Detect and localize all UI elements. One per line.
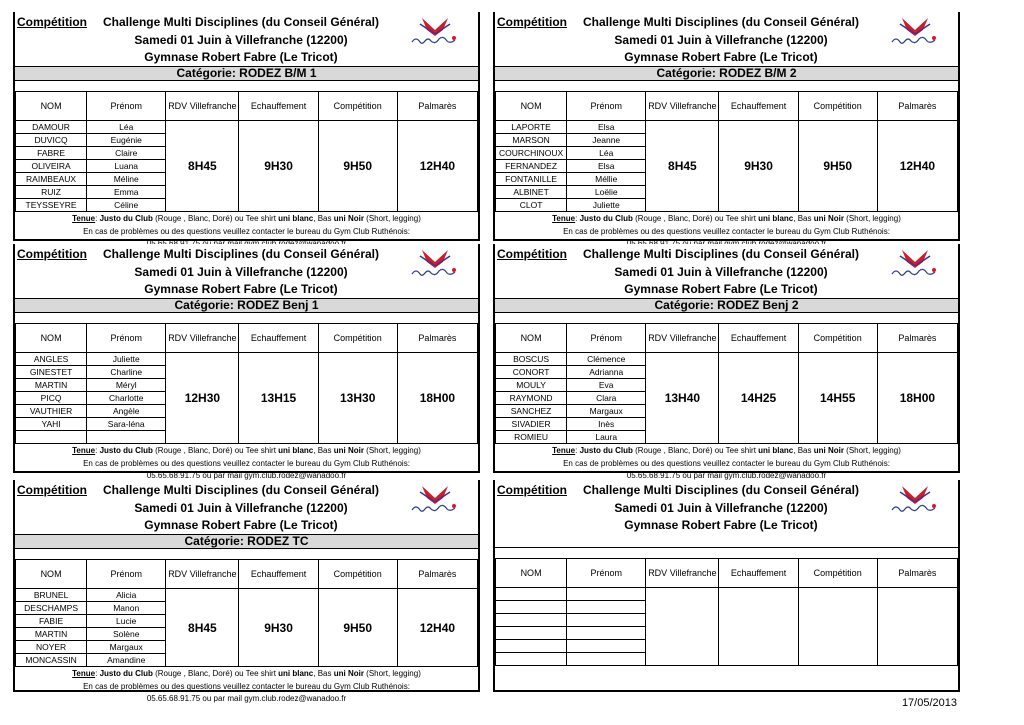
event-title: Challenge Multi Disciplines (du Conseil Général): [582, 483, 860, 497]
dress-text: , Bas: [313, 669, 334, 678]
schedule-table: [15, 91, 478, 212]
club-outfit: Justo du Club: [99, 446, 153, 455]
contact-text: En cas de problèmes ou des questions veuillez contacter le bureau du Gym Club Ruthénois:: [563, 458, 890, 468]
athlete-last-name: VAUTHIER: [16, 405, 87, 418]
warmup-time: 9H30: [719, 121, 798, 212]
dress-text: (Short, legging): [363, 669, 421, 678]
athlete-last-name: YAHI: [16, 418, 87, 431]
gym-club-logo: [890, 248, 940, 280]
competition-time: 14H55: [798, 353, 877, 444]
column-header: NOM: [496, 92, 567, 121]
athlete-last-name: MARTIN: [16, 379, 87, 392]
column-header: Palmarès: [877, 92, 957, 121]
tenue-label: Tenue: [72, 669, 96, 678]
awards-time: 12H40: [397, 121, 477, 212]
athlete-last-name: MARSON: [496, 134, 567, 147]
tenue-sep: :: [95, 669, 100, 678]
card-header: [495, 480, 958, 534]
dress-black: uni Noir: [333, 446, 364, 455]
event-title: Challenge Multi Disciplines (du Conseil Général): [582, 247, 860, 261]
table-header-row: [16, 324, 478, 353]
empty-cell: [567, 640, 646, 653]
tenue-sep: :: [95, 214, 100, 223]
category-label: Catégorie: RODEZ Benj 1: [15, 298, 478, 313]
column-header: Echauffement: [719, 92, 798, 121]
dress-white: uni blanc: [758, 446, 794, 455]
schedule-card: [13, 480, 480, 703]
card-footer: [15, 444, 478, 483]
schedule-card: [493, 244, 960, 480]
contact-text: En cas de problèmes ou des questions veuillez contacter le bureau du Gym Club Ruthénois:: [83, 458, 410, 468]
column-header: RDV Villefranche: [166, 92, 239, 121]
column-header: Compétition: [798, 559, 877, 588]
athlete-last-name: CONORT: [496, 366, 567, 379]
contact-details: 05.65.68.91.75 ou par mail gym.club.rodez@wanadoo.fr: [626, 471, 827, 480]
category-label: Catégorie: RODEZ TC: [15, 534, 478, 549]
column-header: NOM: [496, 324, 567, 353]
event-title: Challenge Multi Disciplines (du Conseil Général): [582, 15, 860, 29]
table-header-row: [496, 559, 958, 588]
event-title: Challenge Multi Disciplines (du Conseil Général): [102, 15, 380, 29]
category-label: Catégorie: RODEZ Benj 2: [495, 298, 958, 313]
event-venue: Gymnase Robert Fabre (Le Tricot): [624, 518, 818, 532]
event-venue: Gymnase Robert Fabre (Le Tricot): [144, 518, 338, 532]
tenue-label: Tenue: [72, 446, 96, 455]
empty-cell: [567, 601, 646, 614]
event-date-location: Samedi 01 Juin à Villefranche (12200): [614, 501, 828, 515]
empty-cell: [646, 588, 719, 666]
table-header-row: [496, 92, 958, 121]
dress-text: (Short, legging): [843, 446, 901, 455]
table-row: [496, 588, 958, 601]
empty-cell: [567, 614, 646, 627]
athlete-first-name: Luana: [87, 160, 166, 173]
contact-text: En cas de problèmes ou des questions veuillez contacter le bureau du Gym Club Ruthénois:: [83, 226, 410, 236]
column-header: Echauffement: [239, 324, 318, 353]
empty-cell: [567, 627, 646, 640]
athlete-last-name: MOULY: [496, 379, 567, 392]
empty-cell: [877, 588, 957, 666]
empty-cell: [567, 653, 646, 666]
dress-text: (Short, legging): [363, 446, 421, 455]
card-footer: [495, 444, 958, 483]
column-header: RDV Villefranche: [646, 92, 719, 121]
dress-white: uni blanc: [278, 446, 314, 455]
card-header: [495, 244, 958, 298]
event-venue: Gymnase Robert Fabre (Le Tricot): [624, 282, 818, 296]
athlete-last-name: DUVICQ: [16, 134, 87, 147]
table-row: [16, 121, 478, 134]
athlete-last-name: LAPORTE: [496, 121, 567, 134]
empty-cell: [496, 588, 567, 601]
competition-label: Compétition: [497, 15, 567, 29]
athlete-first-name: Alicia: [87, 589, 166, 602]
event-date-location: Samedi 01 Juin à Villefranche (12200): [614, 265, 828, 279]
card-header: [15, 12, 478, 66]
event-date-location: Samedi 01 Juin à Villefranche (12200): [614, 33, 828, 47]
dress-black: uni Noir: [333, 214, 364, 223]
competition-time: 13H30: [318, 353, 397, 444]
club-outfit: Justo du Club: [99, 214, 153, 223]
category-label-empty: [495, 534, 958, 548]
event-title: Challenge Multi Disciplines (du Conseil Général): [102, 247, 380, 261]
gym-club-logo: [890, 16, 940, 48]
athlete-last-name: DAMOUR: [16, 121, 87, 134]
competition-time: 9H50: [798, 121, 877, 212]
awards-time: 12H40: [877, 121, 957, 212]
athlete-last-name: ROMIEU: [496, 431, 567, 444]
athlete-first-name: Claire: [87, 147, 166, 160]
athlete-last-name: SANCHEZ: [496, 405, 567, 418]
dress-text: (Rouge , Blanc, Doré) ou Tee shirt: [152, 446, 279, 455]
athlete-last-name: RAYMOND: [496, 392, 567, 405]
athlete-last-name: BRUNEL: [16, 589, 87, 602]
athlete-first-name: Inès: [567, 418, 646, 431]
column-header: Palmarès: [397, 92, 477, 121]
schedule-table: [495, 558, 958, 666]
athlete-first-name: Charline: [87, 366, 166, 379]
dress-text: (Rouge , Blanc, Doré) ou Tee shirt: [152, 214, 279, 223]
schedule-card: [13, 244, 480, 480]
table-header-row: [16, 92, 478, 121]
tenue-label: Tenue: [552, 446, 576, 455]
dress-black: uni Noir: [813, 214, 844, 223]
empty-cell: [496, 614, 567, 627]
event-venue: Gymnase Robert Fabre (Le Tricot): [144, 50, 338, 64]
athlete-last-name: GINESTET: [16, 366, 87, 379]
rdv-time: 8H45: [166, 589, 239, 667]
gym-club-logo: [890, 484, 940, 516]
table-row: [496, 121, 958, 134]
athlete-last-name: [16, 431, 87, 444]
gym-club-logo: [410, 248, 460, 280]
athlete-first-name: Léa: [567, 147, 646, 160]
category-label: Catégorie: RODEZ B/M 1: [15, 66, 478, 81]
awards-time: 18H00: [397, 353, 477, 444]
card-header: [495, 12, 958, 66]
schedule-table: [495, 91, 958, 212]
warmup-time: 9H30: [239, 121, 318, 212]
column-header: RDV Villefranche: [166, 560, 239, 589]
tenue-sep: :: [95, 446, 100, 455]
schedule-table: [495, 323, 958, 444]
card-header: [15, 480, 478, 534]
athlete-first-name: Loëlie: [567, 186, 646, 199]
athlete-first-name: Juliette: [87, 353, 166, 366]
table-header-row: [496, 324, 958, 353]
competition-label: Compétition: [497, 247, 567, 261]
column-header: NOM: [16, 92, 87, 121]
athlete-last-name: COURCHINOUX: [496, 147, 567, 160]
athlete-last-name: ANGLES: [16, 353, 87, 366]
warmup-time: 14H25: [719, 353, 798, 444]
dress-black: uni Noir: [813, 446, 844, 455]
contact-text: En cas de problèmes ou des questions veuillez contacter le bureau du Gym Club Ruthénois:: [83, 681, 410, 691]
contact-text: En cas de problèmes ou des questions veuillez contacter le bureau du Gym Club Ruthénois:: [563, 226, 890, 236]
column-header: Compétition: [318, 560, 397, 589]
athlete-first-name: Eugénie: [87, 134, 166, 147]
category-label: Catégorie: RODEZ B/M 2: [495, 66, 958, 81]
column-header: RDV Villefranche: [166, 324, 239, 353]
athlete-last-name: ALBINET: [496, 186, 567, 199]
empty-cell: [567, 588, 646, 601]
warmup-time: 9H30: [239, 589, 318, 667]
athlete-first-name: Méryl: [87, 379, 166, 392]
schedule-card: [493, 12, 960, 241]
column-header: NOM: [16, 324, 87, 353]
athlete-last-name: CLOT: [496, 199, 567, 212]
column-header: Prénom: [567, 559, 646, 588]
athlete-last-name: SIVADIER: [496, 418, 567, 431]
dress-text: (Short, legging): [363, 214, 421, 223]
competition-label: Compétition: [17, 15, 87, 29]
empty-cell: [798, 588, 877, 666]
contact-details: 05.65.68.91.75 ou par mail gym.club.rodez@wanadoo.fr: [146, 694, 347, 703]
column-header: Compétition: [318, 92, 397, 121]
column-header: Palmarès: [877, 559, 957, 588]
competition-time: 9H50: [318, 121, 397, 212]
dress-text: (Short, legging): [843, 214, 901, 223]
card-header: [15, 244, 478, 298]
athlete-last-name: FABRE: [16, 147, 87, 160]
tenue-label: Tenue: [72, 214, 96, 223]
column-header: Prénom: [87, 92, 166, 121]
empty-cell: [496, 640, 567, 653]
column-header: NOM: [496, 559, 567, 588]
column-header: Echauffement: [239, 92, 318, 121]
awards-time: 18H00: [877, 353, 957, 444]
column-header: Palmarès: [397, 560, 477, 589]
athlete-last-name: MONCASSIN: [16, 654, 87, 667]
gym-club-logo: [410, 484, 460, 516]
column-header: RDV Villefranche: [646, 559, 719, 588]
athlete-first-name: Laura: [567, 431, 646, 444]
athlete-last-name: FONTANILLE: [496, 173, 567, 186]
athlete-first-name: Méllie: [567, 173, 646, 186]
column-header: Echauffement: [719, 559, 798, 588]
column-header: Compétition: [318, 324, 397, 353]
tenue-sep: :: [575, 446, 580, 455]
dress-code: [15, 668, 478, 681]
event-date-location: Samedi 01 Juin à Villefranche (12200): [134, 265, 348, 279]
dress-white: uni blanc: [278, 214, 314, 223]
rdv-time: 13H40: [646, 353, 719, 444]
schedule-table: [15, 323, 478, 444]
table-row: [16, 353, 478, 366]
athlete-first-name: Juliette: [567, 199, 646, 212]
athlete-first-name: Charlotte: [87, 392, 166, 405]
tenue-label: Tenue: [552, 214, 576, 223]
empty-cell: [496, 627, 567, 640]
competition-time: 9H50: [318, 589, 397, 667]
athlete-first-name: Emma: [87, 186, 166, 199]
contact-details: 05.65.68.91.75 ou par mail gym.club.rodez@wanadoo.fr: [146, 471, 347, 480]
dress-text: (Rouge , Blanc, Doré) ou Tee shirt: [632, 214, 759, 223]
athlete-first-name: Elsa: [567, 121, 646, 134]
athlete-first-name: Margaux: [567, 405, 646, 418]
gym-club-logo: [410, 16, 460, 48]
club-outfit: Justo du Club: [579, 214, 633, 223]
dress-text: , Bas: [313, 446, 334, 455]
awards-time: 12H40: [397, 589, 477, 667]
dress-text: , Bas: [313, 214, 334, 223]
column-header: Echauffement: [239, 560, 318, 589]
event-date-location: Samedi 01 Juin à Villefranche (12200): [134, 33, 348, 47]
athlete-last-name: OLIVEIRA: [16, 160, 87, 173]
athlete-first-name: Eva: [567, 379, 646, 392]
column-header: NOM: [16, 560, 87, 589]
card-footer: [15, 667, 478, 706]
empty-cell: [496, 653, 567, 666]
column-header: Prénom: [87, 560, 166, 589]
athlete-last-name: FABIE: [16, 615, 87, 628]
column-header: Prénom: [567, 324, 646, 353]
athlete-first-name: Sara-léna: [87, 418, 166, 431]
column-header: Echauffement: [719, 324, 798, 353]
athlete-first-name: Clémence: [567, 353, 646, 366]
athlete-first-name: Elsa: [567, 160, 646, 173]
empty-cell: [719, 588, 798, 666]
event-venue: Gymnase Robert Fabre (Le Tricot): [624, 50, 818, 64]
athlete-last-name: MARTIN: [16, 628, 87, 641]
athlete-last-name: PICQ: [16, 392, 87, 405]
dress-text: (Rouge , Blanc, Doré) ou Tee shirt: [632, 446, 759, 455]
column-header: RDV Villefranche: [646, 324, 719, 353]
competition-label: Compétition: [497, 483, 567, 497]
dress-black: uni Noir: [333, 669, 364, 678]
athlete-first-name: Clara: [567, 392, 646, 405]
athlete-first-name: Céline: [87, 199, 166, 212]
rdv-time: 8H45: [646, 121, 719, 212]
athlete-last-name: FERNANDEZ: [496, 160, 567, 173]
athlete-first-name: Angèle: [87, 405, 166, 418]
dress-text: (Rouge , Blanc, Doré) ou Tee shirt: [152, 669, 279, 678]
athlete-first-name: Jeanne: [567, 134, 646, 147]
athlete-first-name: Adrianna: [567, 366, 646, 379]
dress-text: , Bas: [793, 214, 814, 223]
column-header: Compétition: [798, 92, 877, 121]
club-outfit: Justo du Club: [579, 446, 633, 455]
tenue-sep: :: [575, 214, 580, 223]
table-header-row: [16, 560, 478, 589]
empty-cell: [496, 601, 567, 614]
athlete-first-name: Méline: [87, 173, 166, 186]
column-header: Compétition: [798, 324, 877, 353]
table-row: [16, 589, 478, 602]
dress-code: [15, 445, 478, 458]
document-date: 17/05/2013: [901, 697, 957, 709]
club-outfit: Justo du Club: [99, 669, 153, 678]
dress-white: uni blanc: [758, 214, 794, 223]
dress-white: uni blanc: [278, 669, 314, 678]
athlete-first-name: [87, 431, 166, 444]
schedule-card: [13, 12, 480, 241]
athlete-last-name: TEYSSEYRE: [16, 199, 87, 212]
athlete-last-name: NOYER: [16, 641, 87, 654]
column-header: Palmarès: [397, 324, 477, 353]
event-title: Challenge Multi Disciplines (du Conseil Général): [102, 483, 380, 497]
rdv-time: 12H30: [166, 353, 239, 444]
schedule-card: [493, 480, 960, 692]
athlete-first-name: Amandine: [87, 654, 166, 667]
schedule-table: [15, 559, 478, 667]
competition-label: Compétition: [17, 247, 87, 261]
rdv-time: 8H45: [166, 121, 239, 212]
event-date-location: Samedi 01 Juin à Villefranche (12200): [134, 501, 348, 515]
event-venue: Gymnase Robert Fabre (Le Tricot): [144, 282, 338, 296]
dress-code: [495, 213, 958, 226]
athlete-first-name: Margaux: [87, 641, 166, 654]
athlete-last-name: BOSCUS: [496, 353, 567, 366]
athlete-first-name: Léa: [87, 121, 166, 134]
athlete-first-name: Lucie: [87, 615, 166, 628]
table-row: [496, 353, 958, 366]
warmup-time: 13H15: [239, 353, 318, 444]
athlete-last-name: RAIMBEAUX: [16, 173, 87, 186]
dress-text: , Bas: [793, 446, 814, 455]
column-header: Prénom: [567, 92, 646, 121]
athlete-last-name: DESCHAMPS: [16, 602, 87, 615]
athlete-last-name: RUIZ: [16, 186, 87, 199]
column-header: Palmarès: [877, 324, 957, 353]
athlete-first-name: Manon: [87, 602, 166, 615]
dress-code: [495, 445, 958, 458]
dress-code: [15, 213, 478, 226]
competition-label: Compétition: [17, 483, 87, 497]
athlete-first-name: Solène: [87, 628, 166, 641]
column-header: Prénom: [87, 324, 166, 353]
